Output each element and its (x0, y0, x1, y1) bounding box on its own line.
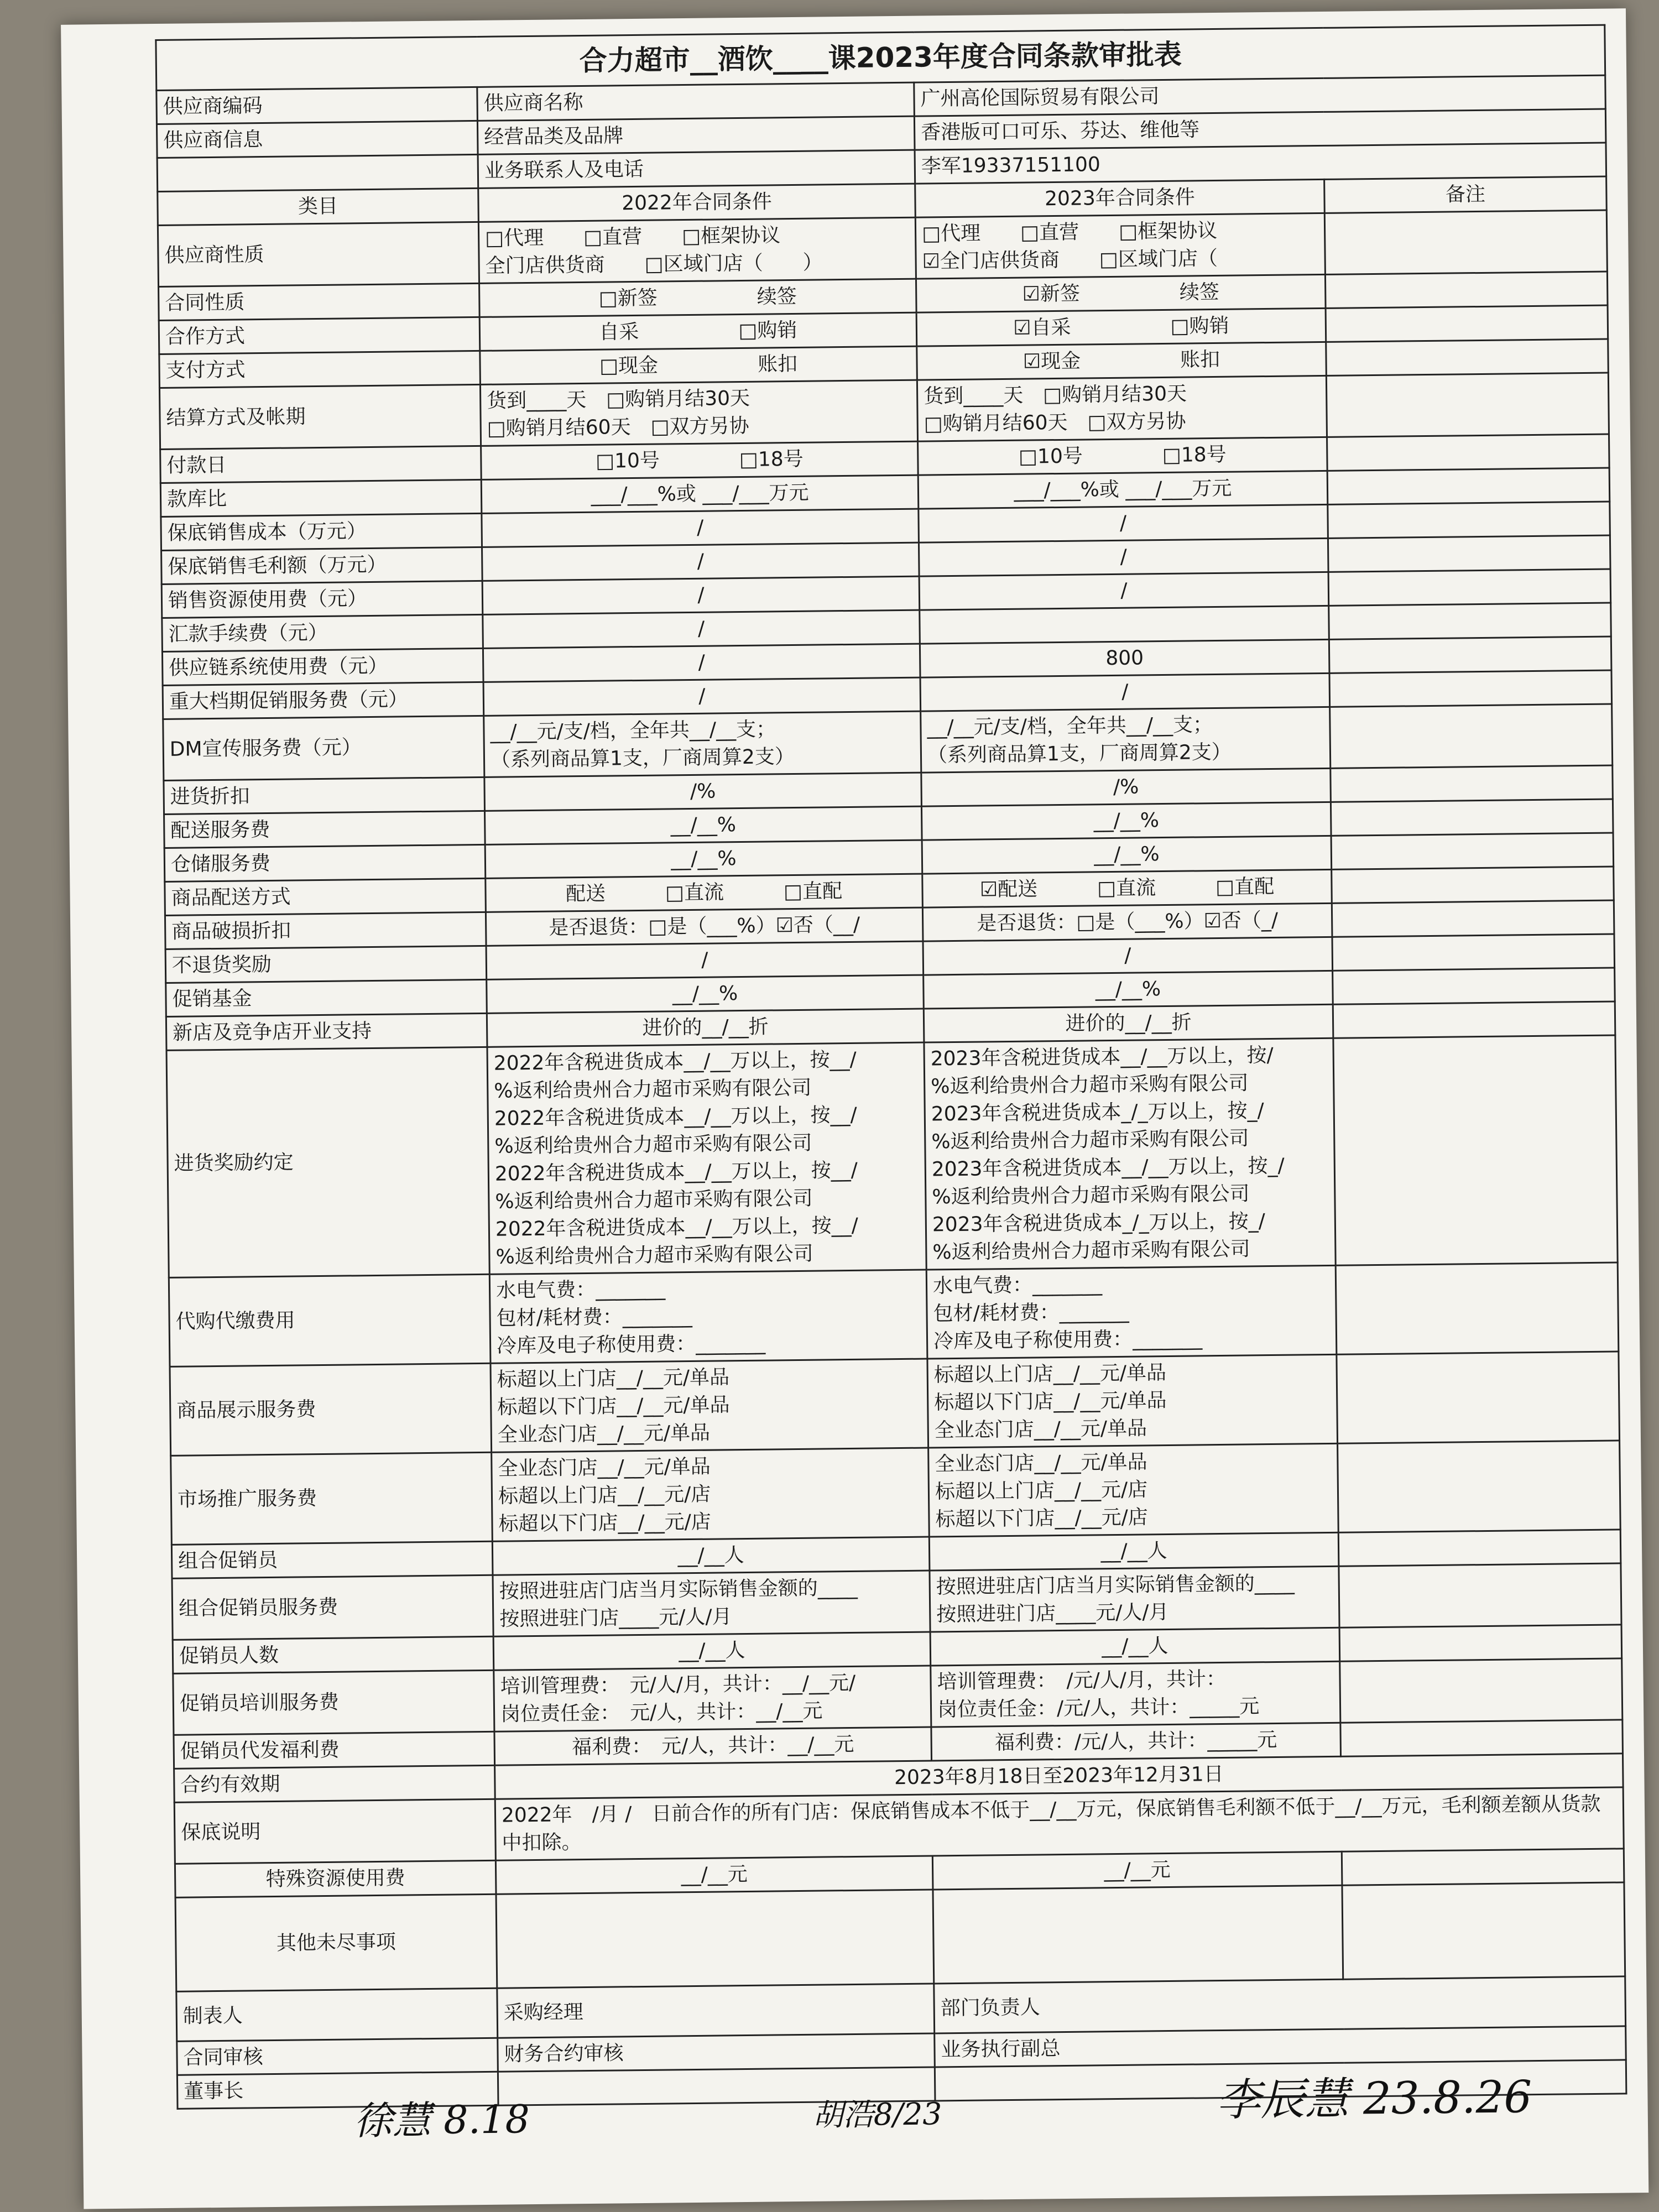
row-2022-value: 按照进驻店门店当月实际销售金额的____ 按照进驻门店____元/人/月 (493, 1571, 930, 1636)
row-2023-value: /% (921, 768, 1331, 806)
row-remark (1327, 434, 1610, 471)
row-label: 市场推广服务费 (171, 1452, 493, 1545)
row-remark (1326, 373, 1609, 437)
row-2023-value: __/__人 (929, 1532, 1339, 1571)
row-2022-value: 自采 □购销 (479, 312, 917, 351)
row-remark (1331, 799, 1613, 836)
row-2022-value: __/__人 (492, 1537, 930, 1575)
row-label: DM宣传服务费（元） (163, 716, 484, 780)
row-label: 不退货奖励 (165, 946, 487, 983)
row-2023-value: / (919, 504, 1328, 542)
category-header: 类目 (158, 188, 479, 225)
row-2023-value: 进价的__/__折 (924, 1004, 1333, 1042)
row-2022-value: 标超以上门店__/__元/单品 标超以下门店__/__元/单品 全业态门店__/__元/单品 (491, 1359, 928, 1452)
row-label: 款库比 (160, 479, 482, 517)
supplier-code-label: 供应商编码 (156, 87, 478, 124)
row-remark (1332, 867, 1614, 903)
row-2022-value: /% (484, 773, 922, 811)
row-remark (1326, 339, 1609, 375)
row-2023-value: 按照进驻店门店当月实际销售金额的____ 按照进驻门店____元/人/月 (930, 1566, 1339, 1632)
row-2023-value: ☑自采 □购销 (916, 308, 1326, 346)
row-2022-value: □代理 □直营 □框架协议 全门店供货商 □区域门店（ ） (478, 217, 916, 283)
row-label: 供应商性质 (158, 222, 479, 286)
table-row (166, 1035, 1618, 1277)
chairman-label: 董事长 (177, 2072, 498, 2109)
row-2022-value: __/__元/支/档，全年共__/__支； （系列商品算1支，厂商周算2支） (484, 711, 921, 777)
table-row (170, 1352, 1620, 1455)
row-2023-value: / (919, 538, 1328, 576)
finance-label: 财务合约审核 (498, 2033, 935, 2072)
row-remark (1327, 468, 1610, 504)
form-title: 合力超市__酒饮____课2023年度合同条款审批表 (156, 25, 1605, 90)
row-remark (1338, 1441, 1621, 1532)
row-label: 保底销售毛利额（万元） (161, 547, 483, 584)
row-remark (1340, 1658, 1623, 1723)
vp-label: 业务执行副总 (935, 2026, 1626, 2067)
row-label: 销售资源使用费（元） (161, 581, 483, 618)
row-2022-value: / (482, 576, 920, 614)
row-2022-value: / (486, 941, 924, 979)
special-2022: __/__元 (495, 1856, 933, 1894)
row-2022-value: 福利费： 元/人，共计：__/__元 (494, 1727, 932, 1765)
row-remark (1331, 833, 1614, 869)
row-remark (1330, 704, 1613, 768)
supplier-name-label: 供应商名称 (477, 82, 915, 121)
supplier-name-value: 广州高伦国际贸易有限公司 (914, 75, 1606, 116)
row-label: 促销员代发福利费 (174, 1731, 495, 1768)
row-2022-value: 进价的__/__折 (487, 1009, 924, 1047)
row-2023-value: □代理 □直营 □框架协议 ☑全门店供货商 □区域门店（ (915, 213, 1325, 279)
paper-sheet (61, 8, 1648, 2209)
brand-label: 经营品类及品牌 (477, 116, 915, 154)
row-2022-value: 水电气费：_______ 包材/耗材费：_______ 冷库及电子称使用费：_______ (489, 1270, 927, 1363)
row-remark (1324, 210, 1607, 274)
row-2023-value: 培训管理费： /元/人/月，共计： 岗位责任金：/元/人，共计：_____元 (931, 1661, 1340, 1727)
row-label: 保底销售成本（万元） (161, 513, 482, 550)
row-2023-value: / (919, 572, 1329, 610)
row-2022-value: □新签 续签 (479, 279, 917, 317)
term-rows (158, 210, 1623, 1768)
purchase-label: 采购经理 (497, 1984, 935, 2038)
other-label: 其他未尽事项 (175, 1894, 497, 1991)
row-2023-value: 福利费：/元/人，共计：_____元 (931, 1723, 1341, 1761)
row-2022-value: / (483, 677, 921, 716)
row-remark (1332, 934, 1615, 971)
row-label: 组合促销员服务费 (172, 1575, 493, 1640)
row-label: 仓储服务费 (164, 844, 486, 881)
contact-value: 李军19337151100 (915, 143, 1606, 184)
row-2022-value: 配送 □直流 □直配 (486, 874, 923, 912)
row-remark (1331, 765, 1613, 802)
row-remark (1339, 1563, 1621, 1627)
row-2023-value (920, 606, 1329, 644)
row-label: 合同性质 (159, 283, 480, 320)
maker-label: 制表人 (176, 1988, 498, 2041)
row-2022-value: / (482, 542, 920, 581)
row-2022-value: __/__% (485, 806, 922, 844)
row-2023-value: __/__元/支/档，全年共__/__支； （系列商品算1支，厂商周算2支） (921, 707, 1331, 773)
row-remark (1329, 637, 1611, 673)
dept-signature: 李辰慧 23.8.26 (1216, 2071, 1532, 2126)
approval-form (155, 24, 1625, 2110)
row-2022-value: 2022年含税进货成本__/__万以上，按__/ %返利给贵州合力超市采购有限公司 2022年含税进货成本__/__万以上，按__/ %返利给贵州合力超市采购有限公司 2022年含税进货成本__/__万以上，按__/ %返利给贵州合力超市采购有限公司 2022年含税进货成本__/__万以上，按__/ %返利给贵州合力超市采购有限公司 (487, 1042, 926, 1274)
row-remark (1333, 968, 1615, 1004)
guarantee-label: 保底说明 (174, 1799, 495, 1864)
row-2023-value: / (920, 673, 1330, 711)
row-label: 促销员培训服务费 (173, 1670, 494, 1735)
row-2023-value: 水电气费：_______ 包材/耗材费：_______ 冷库及电子称使用费：_______ (926, 1265, 1337, 1359)
guarantee-value: 2022年 /月 / 日前合作的所有门店：保底销售成本不低于__/__万元，保底销售毛利额不低于__/__万元，毛利额差额从货款中扣除。 (495, 1787, 1624, 1860)
row-2022-value: __/__人 (493, 1632, 931, 1670)
row-2023-value: ☑现金 账扣 (917, 342, 1327, 380)
table-row (169, 1262, 1619, 1366)
maker-signature: 徐慧 8.18 (353, 2096, 530, 2144)
remark-header: 备注 (1324, 176, 1607, 213)
row-2022-value: □现金 账扣 (480, 346, 917, 384)
purchase-signature: 胡浩8/23 (812, 2096, 942, 2133)
row-remark (1333, 1035, 1618, 1265)
row-2022-value: / (483, 610, 920, 648)
row-label: 汇款手续费（元） (162, 614, 483, 651)
row-label: 进货折扣 (164, 777, 485, 814)
col-2022-header: 2022年合同条件 (478, 184, 916, 222)
row-label: 促销基金 (166, 979, 487, 1016)
row-remark (1328, 569, 1611, 606)
row-label: 付款日 (160, 446, 482, 483)
row-2022-value: 货到____天 □购销月结30天 □购销月结60天 □双方另协 (480, 380, 917, 446)
dept-label: 部门负责人 (934, 1976, 1626, 2033)
row-remark (1329, 670, 1612, 707)
row-remark (1340, 1720, 1623, 1756)
row-remark (1335, 1262, 1619, 1354)
row-label: 支付方式 (159, 351, 481, 388)
row-2022-value: ___/___%或 ___/___万元 (481, 475, 919, 513)
row-remark (1326, 305, 1608, 342)
row-2022-value: 培训管理费： 元/人/月，共计：__/__元/ 岗位责任金： 元/人，共计：__/__元 (494, 1666, 931, 1731)
row-2023-value: __/__人 (930, 1627, 1340, 1666)
row-label: 组合促销员 (171, 1541, 493, 1578)
row-remark (1337, 1352, 1620, 1443)
row-label: 商品展示服务费 (170, 1363, 492, 1455)
row-2023-value: ☑新签 续签 (916, 274, 1326, 312)
row-label: 配送服务费 (164, 811, 486, 848)
brand-value: 香港版可口可乐、芬达、维他等 (914, 109, 1606, 150)
row-remark (1325, 272, 1608, 308)
row-2023-value: __/__% (922, 836, 1332, 874)
contact-label: 业务联系人及电话 (478, 150, 915, 188)
row-2022-value: __/__% (487, 975, 924, 1013)
row-label: 商品破损折扣 (165, 912, 486, 949)
row-label: 结算方式及帐期 (159, 384, 481, 449)
row-2023-value: 800 (920, 639, 1329, 677)
form-table (155, 24, 1627, 2110)
supplier-info-label: 供应商信息 (156, 121, 478, 158)
row-2023-value: ☑配送 □直流 □直配 (922, 869, 1332, 907)
special-label: 特殊资源使用费 (175, 1860, 496, 1897)
row-2022-value: □10号 □18号 (481, 441, 919, 479)
row-label: 合作方式 (159, 317, 480, 354)
row-2023-value: __/__% (921, 802, 1331, 840)
row-label: 供应链系统使用费（元） (162, 648, 483, 685)
validity-value: 2023年8月18日至2023年12月31日 (495, 1754, 1624, 1799)
row-label: 重大档期促销服务费（元） (163, 682, 484, 719)
special-2023: __/__元 (932, 1851, 1342, 1890)
row-remark (1329, 603, 1611, 639)
row-2023-value: 2023年含税进货成本__/__万以上，按/ %返利给贵州合力超市采购有限公司 2023年含税进货成本_/_万以上，按_/ %返利给贵州合力超市采购有限公司 2023年含税进货成本__/__万以上，按_/ %返利给贵州合力超市采购有限公司 2023年含税进货成本_/_万以上，按_/ %返利给贵州合力超市采购有限公司 (924, 1038, 1335, 1270)
row-label: 新店及竞争店开业支持 (166, 1013, 487, 1050)
row-label: 促销员人数 (173, 1636, 494, 1673)
row-remark (1333, 1001, 1615, 1038)
row-2023-value: 是否退货：□是（___%）☑否（_/ (922, 903, 1332, 941)
row-remark (1332, 900, 1614, 937)
row-2023-value: / (923, 937, 1333, 975)
validity-label: 合约有效期 (174, 1765, 495, 1802)
row-2022-value: __/__% (485, 840, 922, 878)
row-label: 代购代缴费用 (169, 1274, 491, 1366)
audit-label: 合同审核 (177, 2038, 498, 2075)
col-2023-header: 2023年合同条件 (915, 179, 1325, 217)
row-remark (1339, 1625, 1622, 1661)
row-remark (1338, 1530, 1621, 1566)
row-2022-value: / (483, 644, 920, 682)
row-2023-value: __/__% (924, 971, 1333, 1009)
row-2022-value: 是否退货：□是（___%）☑否（__/ (486, 907, 923, 946)
row-2023-value: 标超以上门店__/__元/单品 标超以下门店__/__元/单品 全业态门店__/__元/单品 (927, 1354, 1338, 1448)
row-2023-value: 货到____天 □购销月结30天 □购销月结60天 □双方另协 (917, 375, 1327, 441)
table-row (171, 1441, 1621, 1545)
row-label: 商品配送方式 (165, 878, 486, 915)
row-remark (1328, 502, 1610, 538)
row-2023-value: □10号 □18号 (918, 437, 1328, 475)
row-2023-value: 全业态门店__/__元/单品 标超以上门店__/__元/店 标超以下门店__/__元/店 (928, 1443, 1339, 1537)
row-label: 进货奖励约定 (166, 1047, 489, 1277)
row-2022-value: 全业态门店__/__元/单品 标超以上门店__/__元/店 标超以下门店__/__元/店 (492, 1448, 930, 1541)
row-2023-value: ___/___%或 ___/___万元 (918, 471, 1328, 509)
row-2022-value: / (482, 509, 919, 547)
row-remark (1328, 535, 1610, 572)
